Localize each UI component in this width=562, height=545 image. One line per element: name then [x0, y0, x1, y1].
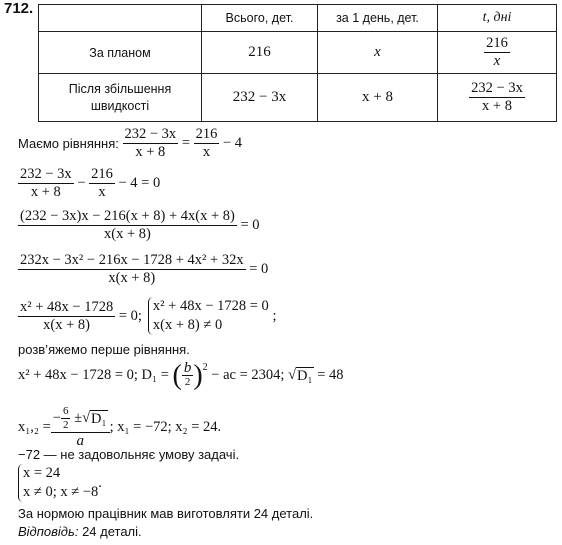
days-fraction: $\frac{232 - 3x}{x + 8}$ [471, 80, 523, 114]
step-line: $\frac{(232 - 3x)x - 216(x + 8) + 4x(x + 8)}{x(x + 8)}$ = 0 [20, 208, 260, 242]
row-per-day: x [318, 32, 438, 74]
header-per-day: за 1 день, дет. [318, 5, 438, 32]
fraction: $\frac{b}{2}$ [183, 360, 192, 388]
problem-number: 712. [4, 0, 34, 17]
table-row [39, 32, 557, 74]
fraction: $\frac{232 - 3x}{x + 8}$ [124, 126, 177, 160]
row-label: Після збільшення швидкості [39, 74, 202, 122]
step-line: $\frac{\text{x² + 48x − 1728}}{x(x + 8)}$ = 0; x² + 48x − 1728 = 0 x(x + 8) ≠ 0 ; [20, 298, 277, 333]
equation-line: Маємо рівняння: $\frac{232 - 3x}{x + 8}$ = $\frac{216}{x}$ − 4 [18, 126, 243, 160]
row-total: 232 − 3x [202, 74, 318, 122]
row-days [438, 32, 557, 74]
header-days: t, дні [438, 5, 557, 32]
solve-text: розв’яжемо перше рівняння. [18, 342, 190, 357]
conclusion-text: За нормою працівник мав виготовляти 24 деталі. [18, 506, 314, 521]
answer-label: Відповідь: [18, 524, 79, 539]
row-label: За планом [39, 32, 202, 74]
final-system: x = 24 x ≠ 0; x ≠ −8 . [18, 464, 102, 502]
table-row [39, 74, 557, 122]
system-brace: x = 24 x ≠ 0; x ≠ −8 [18, 464, 98, 502]
fraction: $\frac{216}{x}$ [91, 166, 113, 200]
row-per-day: x + 8 [318, 74, 438, 122]
row-days [438, 74, 557, 122]
fraction: $\frac{216}{x}$ [195, 126, 218, 160]
discriminant-line: x² + 48x − 1728 = 0; D₁ = ( $\frac{b}{2}$ ) $^2$ − ac = 2304; √ D₁ = 48 [18, 359, 344, 391]
fraction: − $\frac{6}{2}$ ± √ D₁ a [51, 405, 110, 450]
step-line: $\frac{\text{232x − 3x² − 216x − 1728 + 4x² + 32x}}{x(x + 8)}$ = 0 [20, 252, 269, 286]
header-total: Всього, дет. [202, 5, 318, 32]
system-brace: x² + 48x − 1728 = 0 x(x + 8) ≠ 0 [148, 297, 269, 335]
reject-text: −72 — не задовольняє умову задачі. [18, 447, 240, 462]
fraction: $\frac{\text{232x − 3x² − 216x − 1728 + 4x² + 32x}}{x(x + 8)}$ [20, 252, 244, 286]
answer-line [18, 524, 142, 539]
roots-line: x₁,₂ = − $\frac{6}{2}$ ± √ D₁ a ; x₁ = −72; x₂ = 24. [18, 405, 222, 449]
days-fraction: $\frac{216}{x}$ [486, 35, 508, 69]
fraction: $\frac{\text{x² + 48x − 1728}}{x(x + 8)}$ [20, 298, 114, 333]
data-table [38, 4, 557, 122]
fraction: $\frac{232 - 3x}{x + 8}$ [20, 166, 72, 200]
row-total: 216 [202, 32, 318, 74]
answer-text: 24 деталі. [82, 524, 142, 539]
table-header-row [39, 5, 557, 32]
step-line: $\frac{232 - 3x}{x + 8}$ − $\frac{216}{x}$ − 4 = 0 [20, 166, 161, 200]
fraction: $\frac{(232 - 3x)x - 216(x + 8) + 4x(x + 8)}{x(x + 8)}$ [20, 208, 235, 242]
header-empty [39, 5, 202, 32]
